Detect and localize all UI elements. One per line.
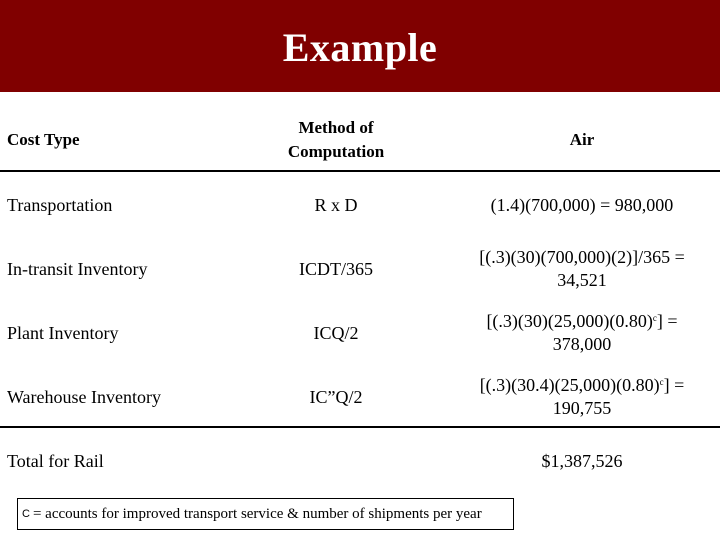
table-row-total bbox=[0, 429, 720, 493]
footnote-mark: C bbox=[22, 508, 30, 520]
total-divider bbox=[0, 426, 720, 428]
cost-table bbox=[0, 107, 720, 493]
header-air: Air bbox=[569, 130, 595, 149]
air-cell: $[(.3)(30.4)(25,000)(0.80)^c]$ = 190,755 bbox=[479, 375, 685, 418]
header-divider bbox=[0, 170, 720, 172]
header-method bbox=[236, 107, 436, 173]
table-row-in-transit-inventory bbox=[0, 237, 720, 301]
table-row-transportation bbox=[0, 173, 720, 237]
air-cell: (1.4)(700,000) = 980,000 bbox=[490, 194, 674, 215]
header-cost-type: Cost Type bbox=[7, 130, 80, 149]
footnote bbox=[17, 498, 514, 530]
cost-type-cell: Warehouse Inventory bbox=[7, 386, 161, 407]
footnote-text: = accounts for improved transport service & number of shipments per year bbox=[32, 505, 482, 522]
slide-title: Example bbox=[282, 24, 438, 70]
cost-type-cell: Transportation bbox=[7, 194, 113, 215]
cost-type-cell: Plant Inventory bbox=[7, 322, 119, 343]
method-cell: R x D bbox=[314, 194, 358, 215]
method-cell: ICDT/365 bbox=[299, 258, 373, 279]
method-cell: ICQ/2 bbox=[313, 322, 359, 343]
air-cell: $[(.3)(30)(25,000)(0.80)^c]$ = 378,000 bbox=[486, 311, 678, 354]
header-method-line2: Computation bbox=[287, 142, 385, 161]
table-header-row bbox=[0, 107, 720, 173]
table-row-plant-inventory bbox=[0, 301, 720, 365]
total-label: Total for Rail bbox=[7, 450, 104, 471]
title-bar bbox=[0, 0, 720, 92]
cost-type-cell: In-transit Inventory bbox=[7, 258, 148, 279]
header-method-line1: Method of bbox=[298, 118, 374, 137]
method-cell: IC”Q/2 bbox=[309, 386, 363, 407]
total-air-value: $1,387,526 bbox=[541, 450, 623, 471]
table-row-warehouse-inventory bbox=[0, 365, 720, 429]
air-cell: [(.3)(30)(700,000)(2)]/365 = 34,521 bbox=[479, 247, 685, 290]
